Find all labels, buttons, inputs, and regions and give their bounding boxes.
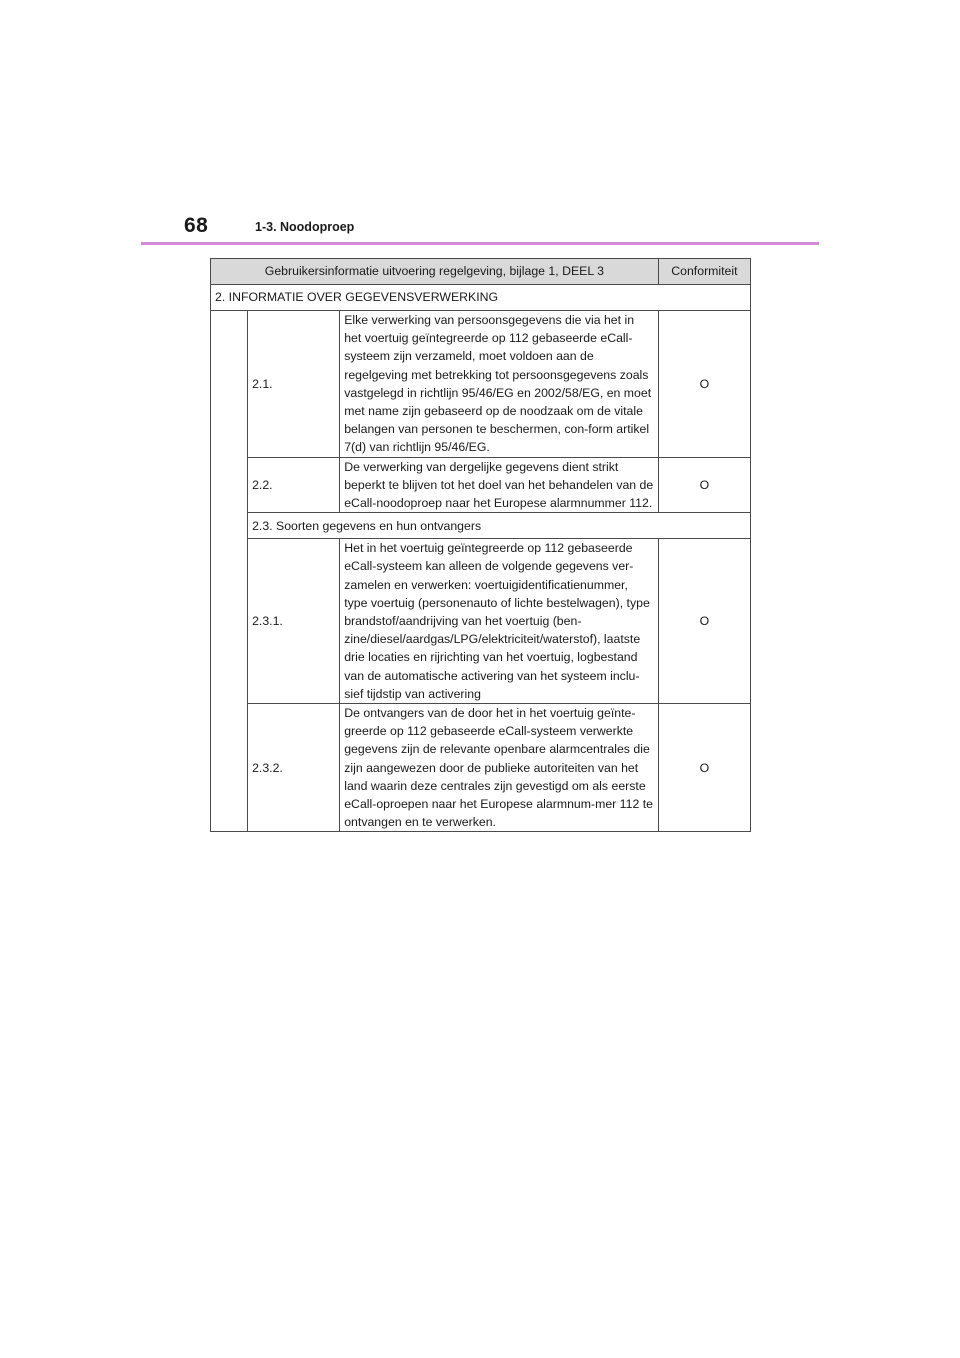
- table-row: [211, 539, 751, 704]
- regulation-table: [210, 258, 751, 832]
- row-number: 2.3.2.: [248, 704, 340, 832]
- row-conformity: O: [658, 311, 750, 458]
- row-text: Het in het voertuig geïntegreerde op 112 gebaseerde eCall-systeem kan alleen de volgende gegevens ver-zamelen en verwerken: voertuigidentificatienummer, type voertuig (personenauto of lichte bestelwagen), type brandstof/aandrijving van het voertuig (ben-zine/diesel/aardgas/LPG/elektriciteit/waterstof), laatste drie locaties en rijrichting van het voertuig, logbestand van de automatische activering van het systeem inclu-sief tijdstip van activering: [340, 539, 659, 704]
- table-header-row: [211, 259, 751, 285]
- table-row: [211, 311, 751, 458]
- table-row: [211, 704, 751, 832]
- subsection-row: [211, 513, 751, 539]
- row-number: 2.2.: [248, 457, 340, 513]
- section-row: [211, 285, 751, 311]
- header-rule: [141, 242, 819, 245]
- row-number: 2.1.: [248, 311, 340, 458]
- indent-cell: [211, 311, 248, 832]
- row-text: Elke verwerking van persoonsgegevens die via het in het voertuig geïntegreerde op 112 gebaseerde eCall-systeem zijn verzameld, moet voldoen aan de regelgeving met betrekking tot persoonsgegevens zoals vastgelegd in richtlijn 95/46/EG en 2002/58/EG, en moet met name zijn gebaseerd op de noodzaak om de vitale belangen van personen te beschermen, con-form artikel 7(d) van richtlijn 95/46/EG.: [340, 311, 659, 458]
- page-number: 68: [184, 214, 209, 237]
- subsection-heading: 2.3. Soorten gegevens en hun ontvangers: [248, 513, 751, 539]
- column-header-conformity: Conformiteit: [658, 259, 750, 285]
- section-heading: 2. INFORMATIE OVER GEGEVENSVERWERKING: [211, 285, 751, 311]
- row-conformity: O: [658, 539, 750, 704]
- row-text: De ontvangers van de door het in het voertuig geïnte-greerde op 112 gebaseerde eCall-systeem verwerkte gegevens zijn de relevante openbare alarmcentrales die zijn aangewezen door de publieke autoriteiten van het land waarin deze centrales zijn gevestigd om als eerste eCall-oproepen naar het Europese alarmnum-mer 112 te ontvangen en te verwerken.: [340, 704, 659, 832]
- section-title: 1-3. Noodoproep: [255, 220, 355, 234]
- row-conformity: O: [658, 704, 750, 832]
- row-text: De verwerking van dergelijke gegevens dient strikt beperkt te blijven tot het doel van het behandelen van de eCall-noodoproep naar het Europese alarmnummer 112.: [340, 457, 659, 513]
- row-conformity: O: [658, 457, 750, 513]
- row-number: 2.3.1.: [248, 539, 340, 704]
- column-header-requirement: Gebruikersinformatie uitvoering regelgeving, bijlage 1, DEEL 3: [211, 259, 659, 285]
- table-row: [211, 457, 751, 513]
